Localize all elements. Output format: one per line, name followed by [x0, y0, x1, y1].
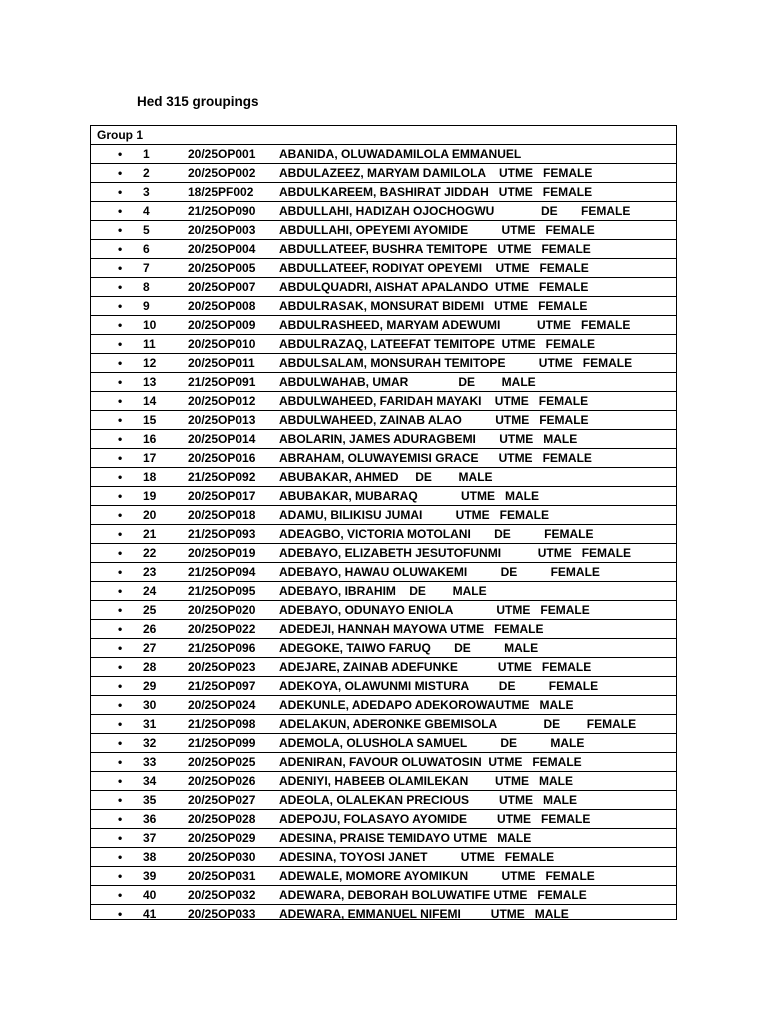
- row-number: 35: [143, 793, 157, 807]
- matric-number: 20/25OP020: [188, 603, 256, 617]
- table-row: [91, 696, 676, 715]
- row-number: 21: [143, 527, 157, 541]
- student-entry: ABDULQUADRI, AISHAT APALANDO UTME FEMALE: [279, 280, 589, 294]
- table-row: [91, 677, 676, 696]
- group-header: Group 1: [91, 126, 676, 145]
- table-row: [91, 183, 676, 202]
- matric-number: 21/25OP090: [188, 204, 256, 218]
- grouping-table: [90, 125, 677, 920]
- row-number: 30: [143, 698, 157, 712]
- bullet-icon: •: [118, 546, 123, 560]
- student-entry: ADEBAYO, IBRAHIM DE MALE: [279, 584, 487, 598]
- table-row: [91, 601, 676, 620]
- matric-number: 20/25OP022: [188, 622, 256, 636]
- bullet-icon: •: [118, 337, 123, 351]
- matric-number: 20/25OP033: [188, 907, 256, 921]
- matric-number: 21/25OP096: [188, 641, 256, 655]
- matric-number: 20/25OP003: [188, 223, 256, 237]
- student-entry: ABDULSALAM, MONSURAH TEMITOPE UTME FEMALE: [279, 356, 633, 370]
- table-row: [91, 563, 676, 582]
- table-row: [91, 430, 676, 449]
- matric-number: 20/25OP027: [188, 793, 256, 807]
- bullet-icon: •: [118, 375, 123, 389]
- row-number: 29: [143, 679, 157, 693]
- row-number: 23: [143, 565, 157, 579]
- bullet-icon: •: [118, 869, 123, 883]
- table-row: [91, 544, 676, 563]
- matric-number: 20/25OP029: [188, 831, 256, 845]
- bullet-icon: •: [118, 280, 123, 294]
- bullet-icon: •: [118, 489, 123, 503]
- row-number: 3: [143, 185, 150, 199]
- row-number: 39: [143, 869, 157, 883]
- matric-number: 21/25OP093: [188, 527, 256, 541]
- table-row: [91, 164, 676, 183]
- matric-number: 20/25OP018: [188, 508, 256, 522]
- bullet-icon: •: [118, 508, 123, 522]
- bullet-icon: •: [118, 679, 123, 693]
- table-row: [91, 373, 676, 392]
- matric-number: 21/25OP097: [188, 679, 256, 693]
- student-entry: ADEWARA, EMMANUEL NIFEMI UTME MALE: [279, 907, 569, 921]
- student-entry: ABDULRASAK, MONSURAT BIDEMI UTME FEMALE: [279, 299, 588, 313]
- table-row: [91, 506, 676, 525]
- matric-number: 20/25OP013: [188, 413, 256, 427]
- student-entry: ADEBAYO, HAWAU OLUWAKEMI DE FEMALE: [279, 565, 600, 579]
- bullet-icon: •: [118, 584, 123, 598]
- row-number: 36: [143, 812, 157, 826]
- student-entry: ABDULWAHAB, UMAR DE MALE: [279, 375, 536, 389]
- table-row: [91, 734, 676, 753]
- table-row: [91, 848, 676, 867]
- row-number: 19: [143, 489, 157, 503]
- student-entry: ABDULWAHEED, FARIDAH MAYAKI UTME FEMALE: [279, 394, 589, 408]
- row-number: 32: [143, 736, 157, 750]
- bullet-icon: •: [118, 394, 123, 408]
- student-entry: ABDULLATEEF, RODIYAT OPEYEMI UTME FEMALE: [279, 261, 589, 275]
- row-number: 25: [143, 603, 157, 617]
- row-number: 8: [143, 280, 150, 294]
- student-entry: ABDULAZEEZ, MARYAM DAMILOLA UTME FEMALE: [279, 166, 593, 180]
- student-entry: ADEKOYA, OLAWUNMI MISTURA DE FEMALE: [279, 679, 599, 693]
- row-number: 15: [143, 413, 157, 427]
- row-number: 26: [143, 622, 157, 636]
- student-entry: ABDULLAHI, HADIZAH OJOCHOGWU DE FEMALE: [279, 204, 631, 218]
- table-row: [91, 202, 676, 221]
- bullet-icon: •: [118, 166, 123, 180]
- matric-number: 20/25OP032: [188, 888, 256, 902]
- bullet-icon: •: [118, 223, 123, 237]
- row-number: 18: [143, 470, 157, 484]
- row-number: 16: [143, 432, 157, 446]
- matric-number: 20/25OP010: [188, 337, 256, 351]
- bullet-icon: •: [118, 717, 123, 731]
- matric-number: 21/25OP095: [188, 584, 256, 598]
- row-number: 31: [143, 717, 157, 731]
- bullet-icon: •: [118, 736, 123, 750]
- matric-number: 20/25OP026: [188, 774, 256, 788]
- student-entry: ABDULRAZAQ, LATEEFAT TEMITOPE UTME FEMALE: [279, 337, 595, 351]
- matric-number: 21/25OP098: [188, 717, 256, 731]
- student-entry: ADEOLA, OLALEKAN PRECIOUS UTME MALE: [279, 793, 578, 807]
- table-row: [91, 392, 676, 411]
- table-row: [91, 867, 676, 886]
- bullet-icon: •: [118, 299, 123, 313]
- bullet-icon: •: [118, 888, 123, 902]
- table-row: [91, 411, 676, 430]
- row-number: 7: [143, 261, 150, 275]
- table-row: [91, 905, 676, 924]
- table-row: [91, 145, 676, 164]
- student-entry: ADEWARA, DEBORAH BOLUWATIFE UTME FEMALE: [279, 888, 587, 902]
- row-number: 24: [143, 584, 157, 598]
- row-number: 12: [143, 356, 157, 370]
- bullet-icon: •: [118, 356, 123, 370]
- table-row: [91, 221, 676, 240]
- student-entry: ABANIDA, OLUWADAMILOLA EMMANUEL: [279, 147, 522, 161]
- bullet-icon: •: [118, 793, 123, 807]
- matric-number: 20/25OP001: [188, 147, 256, 161]
- table-row: [91, 335, 676, 354]
- student-entry: ADEWALE, MOMORE AYOMIKUN UTME FEMALE: [279, 869, 595, 883]
- matric-number: 20/25OP005: [188, 261, 256, 275]
- student-entry: ADAMU, BILIKISU JUMAI UTME FEMALE: [279, 508, 549, 522]
- student-entry: ADEMOLA, OLUSHOLA SAMUEL DE MALE: [279, 736, 585, 750]
- bullet-icon: •: [118, 774, 123, 788]
- row-number: 2: [143, 166, 150, 180]
- row-number: 22: [143, 546, 157, 560]
- table-row: [91, 259, 676, 278]
- table-row: [91, 449, 676, 468]
- matric-number: 20/25OP019: [188, 546, 256, 560]
- bullet-icon: •: [118, 698, 123, 712]
- bullet-icon: •: [118, 432, 123, 446]
- bullet-icon: •: [118, 907, 123, 921]
- row-number: 37: [143, 831, 157, 845]
- row-number: 40: [143, 888, 157, 902]
- bullet-icon: •: [118, 660, 123, 674]
- student-entry: ADEDEJI, HANNAH MAYOWA UTME FEMALE: [279, 622, 544, 636]
- matric-number: 20/25OP016: [188, 451, 256, 465]
- matric-number: 21/25OP092: [188, 470, 256, 484]
- bullet-icon: •: [118, 831, 123, 845]
- table-row: [91, 829, 676, 848]
- table-row: [91, 810, 676, 829]
- document-title: Hed 315 groupings: [137, 94, 259, 109]
- table-row: [91, 772, 676, 791]
- table-row: [91, 658, 676, 677]
- matric-number: 20/25OP025: [188, 755, 256, 769]
- table-row: [91, 639, 676, 658]
- bullet-icon: •: [118, 641, 123, 655]
- bullet-icon: •: [118, 318, 123, 332]
- student-entry: ABOLARIN, JAMES ADURAGBEMI UTME MALE: [279, 432, 578, 446]
- matric-number: 21/25OP091: [188, 375, 256, 389]
- matric-number: 21/25OP099: [188, 736, 256, 750]
- table-row: [91, 354, 676, 373]
- bullet-icon: •: [118, 527, 123, 541]
- bullet-icon: •: [118, 204, 123, 218]
- row-number: 34: [143, 774, 157, 788]
- row-number: 11: [143, 337, 156, 351]
- matric-number: 20/25OP031: [188, 869, 256, 883]
- student-entry: ABUBAKAR, AHMED DE MALE: [279, 470, 493, 484]
- bullet-icon: •: [118, 185, 123, 199]
- student-entry: ADESINA, TOYOSI JANET UTME FEMALE: [279, 850, 555, 864]
- table-row: [91, 886, 676, 905]
- bullet-icon: •: [118, 413, 123, 427]
- student-entry: ADELAKUN, ADERONKE GBEMISOLA DE FEMALE: [279, 717, 637, 731]
- bullet-icon: •: [118, 470, 123, 484]
- student-entry: ABDULRASHEED, MARYAM ADEWUMI UTME FEMALE: [279, 318, 631, 332]
- bullet-icon: •: [118, 261, 123, 275]
- bullet-icon: •: [118, 812, 123, 826]
- bullet-icon: •: [118, 242, 123, 256]
- table-row: [91, 525, 676, 544]
- matric-number: 20/25OP009: [188, 318, 256, 332]
- matric-number: 20/25OP008: [188, 299, 256, 313]
- table-row: [91, 240, 676, 259]
- matric-number: 18/25PF002: [188, 185, 254, 199]
- bullet-icon: •: [118, 603, 123, 617]
- row-number: 1: [143, 147, 150, 161]
- table-row: [91, 715, 676, 734]
- table-row: [91, 582, 676, 601]
- row-number: 17: [143, 451, 157, 465]
- row-number: 9: [143, 299, 150, 313]
- student-entry: ABDULKAREEM, BASHIRAT JIDDAH UTME FEMALE: [279, 185, 593, 199]
- table-body: [91, 145, 676, 924]
- row-number: 5: [143, 223, 150, 237]
- matric-number: 20/25OP023: [188, 660, 256, 674]
- student-entry: ABDULLATEEF, BUSHRA TEMITOPE UTME FEMALE: [279, 242, 591, 256]
- bullet-icon: •: [118, 850, 123, 864]
- table-row: [91, 791, 676, 810]
- row-number: 10: [143, 318, 157, 332]
- row-number: 14: [143, 394, 157, 408]
- bullet-icon: •: [118, 755, 123, 769]
- row-number: 27: [143, 641, 157, 655]
- student-entry: ADEAGBO, VICTORIA MOTOLANI DE FEMALE: [279, 527, 594, 541]
- row-number: 13: [143, 375, 157, 389]
- bullet-icon: •: [118, 147, 123, 161]
- row-number: 38: [143, 850, 157, 864]
- matric-number: 20/25OP012: [188, 394, 256, 408]
- student-entry: ADEKUNLE, ADEDAPO ADEKOROWAUTME MALE: [279, 698, 574, 712]
- student-entry: ADEBAYO, ELIZABETH JESUTOFUNMI UTME FEMALE: [279, 546, 632, 560]
- matric-number: 20/25OP017: [188, 489, 256, 503]
- row-number: 28: [143, 660, 157, 674]
- student-entry: ADEJARE, ZAINAB ADEFUNKE UTME FEMALE: [279, 660, 592, 674]
- matric-number: 21/25OP094: [188, 565, 256, 579]
- row-number: 33: [143, 755, 157, 769]
- student-entry: ADEBAYO, ODUNAYO ENIOLA UTME FEMALE: [279, 603, 590, 617]
- matric-number: 20/25OP028: [188, 812, 256, 826]
- matric-number: 20/25OP011: [188, 356, 255, 370]
- row-number: 6: [143, 242, 150, 256]
- student-entry: ADENIYI, HABEEB OLAMILEKAN UTME MALE: [279, 774, 574, 788]
- student-entry: ABRAHAM, OLUWAYEMISI GRACE UTME FEMALE: [279, 451, 592, 465]
- matric-number: 20/25OP004: [188, 242, 256, 256]
- bullet-icon: •: [118, 565, 123, 579]
- row-number: 41: [143, 907, 157, 921]
- table-row: [91, 278, 676, 297]
- table-row: [91, 487, 676, 506]
- table-row: [91, 620, 676, 639]
- student-entry: ADEPOJU, FOLASAYO AYOMIDE UTME FEMALE: [279, 812, 591, 826]
- matric-number: 20/25OP030: [188, 850, 256, 864]
- student-entry: ADENIRAN, FAVOUR OLUWATOSIN UTME FEMALE: [279, 755, 582, 769]
- matric-number: 20/25OP024: [188, 698, 256, 712]
- table-row: [91, 753, 676, 772]
- student-entry: ADESINA, PRAISE TEMIDAYO UTME MALE: [279, 831, 532, 845]
- bullet-icon: •: [118, 451, 123, 465]
- matric-number: 20/25OP007: [188, 280, 256, 294]
- row-number: 4: [143, 204, 150, 218]
- table-row: [91, 316, 676, 335]
- student-entry: ABDULWAHEED, ZAINAB ALAO UTME FEMALE: [279, 413, 589, 427]
- student-entry: ABDULLAHI, OPEYEMI AYOMIDE UTME FEMALE: [279, 223, 595, 237]
- row-number: 20: [143, 508, 157, 522]
- student-entry: ABUBAKAR, MUBARAQ UTME MALE: [279, 489, 539, 503]
- matric-number: 20/25OP014: [188, 432, 256, 446]
- table-row: [91, 468, 676, 487]
- table-row: [91, 297, 676, 316]
- bullet-icon: •: [118, 622, 123, 636]
- student-entry: ADEGOKE, TAIWO FARUQ DE MALE: [279, 641, 539, 655]
- matric-number: 20/25OP002: [188, 166, 256, 180]
